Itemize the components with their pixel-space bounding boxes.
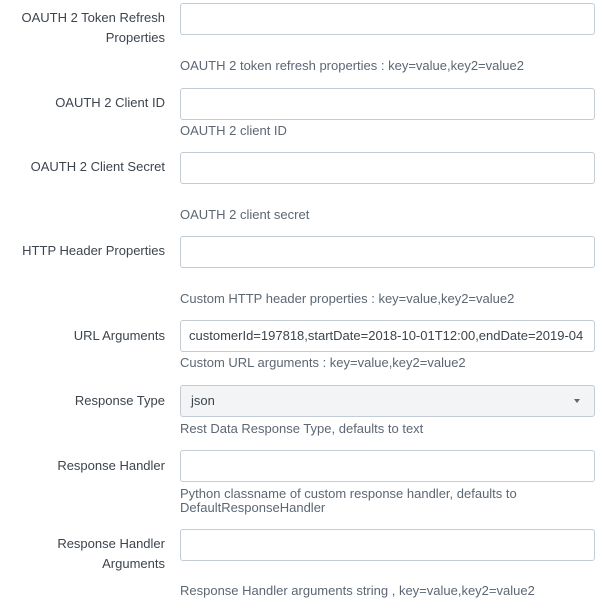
response-handler-arguments-label: Response Handler Arguments [57, 536, 165, 571]
form-row-http-header-properties [0, 234, 603, 310]
oauth2-token-refresh-properties-input[interactable] [180, 3, 595, 35]
http-header-properties-label: HTTP Header Properties [22, 243, 165, 258]
form-row-response-type [0, 383, 603, 439]
oauth2-client-id-input[interactable] [180, 88, 595, 120]
response-type-select[interactable] [180, 385, 595, 417]
form-row-oauth2-client-id [0, 86, 603, 142]
response-type-help: Rest Data Response Type, defaults to text [180, 421, 424, 436]
chevron-down-icon [574, 399, 580, 403]
url-arguments-help: Custom URL arguments : key=value,key2=value2 [180, 355, 466, 370]
oauth2-client-secret-label: OAUTH 2 Client Secret [30, 159, 165, 174]
oauth2-client-secret-input[interactable] [180, 152, 595, 184]
form-row-response-handler [0, 448, 603, 520]
url-arguments-label: URL Arguments [73, 328, 165, 343]
response-type-selected-value: json [191, 393, 215, 408]
response-type-label: Response Type [74, 393, 165, 408]
oauth2-client-id-label: OAUTH 2 Client ID [55, 95, 165, 110]
http-header-properties-input[interactable] [180, 236, 595, 268]
response-handler-label: Response Handler [57, 458, 165, 473]
form-row-oauth2-token-refresh-properties [0, 0, 603, 80]
form-row-response-handler-arguments [0, 527, 603, 608]
form-row-oauth2-client-secret [0, 150, 603, 226]
oauth2-token-refresh-properties-help: OAUTH 2 token refresh properties : key=value,key2=value2 [180, 58, 524, 73]
response-handler-help: Python classname of custom response handler, defaults to DefaultResponseHandler [180, 486, 517, 515]
oauth2-client-id-help: OAUTH 2 client ID [180, 123, 287, 138]
http-header-properties-help: Custom HTTP header properties : key=value,key2=value2 [180, 291, 515, 306]
form-row-url-arguments [0, 318, 603, 374]
oauth2-client-secret-help: OAUTH 2 client secret [180, 207, 310, 222]
url-arguments-input[interactable]: customerId=197818,startDate=2018-10-01T12:00,endDate=2019-04 [180, 320, 595, 352]
response-handler-input[interactable] [180, 450, 595, 482]
response-handler-arguments-input[interactable] [180, 529, 595, 561]
oauth2-token-refresh-properties-label: OAUTH 2 Token Refresh Properties [21, 10, 165, 45]
response-handler-arguments-help: Response Handler arguments string , key=value,key2=value2 [180, 583, 535, 598]
